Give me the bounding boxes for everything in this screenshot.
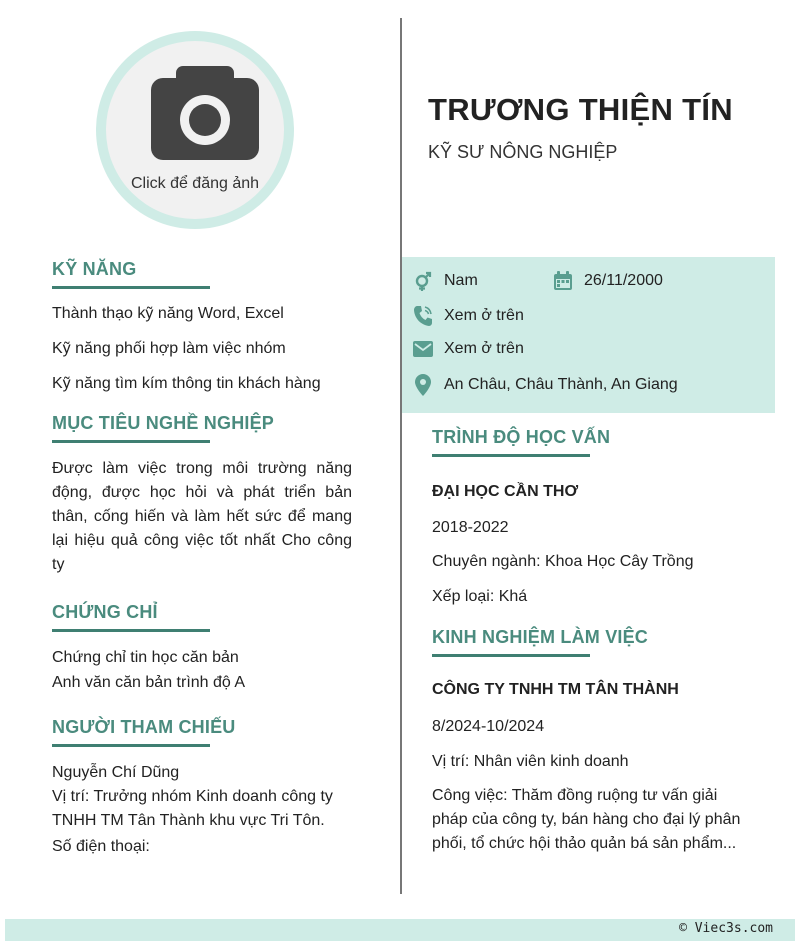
skills-underline (52, 286, 210, 289)
experience-duties: Công việc: Thăm đồng ruộng tư vấn giải pháp của công ty, bán hàng cho đại lý phân phối, tổ chức hội thảo quản bá sản phẩm... (432, 787, 741, 852)
reference-position: Vị trí: Trưởng nhóm Kinh doanh công ty TNHH TM Tân Thành khu vực Tri Tôn. (52, 788, 333, 829)
certificate-item: Chứng chỉ tin học căn bản (52, 649, 239, 666)
avatar-upload[interactable] (96, 31, 294, 229)
education-section (432, 427, 762, 457)
skill-item: Kỹ năng phối hợp làm việc nhóm (52, 340, 286, 357)
reference-phone: Số điện thoại: (52, 838, 150, 855)
experience-position: Vị trí: Nhân viên kinh doanh (432, 753, 629, 770)
candidate-name: TRƯƠNG THIỆN TÍN (428, 92, 733, 127)
calendar-icon (553, 271, 573, 291)
education-school: ĐẠI HỌC CẦN THƠ (432, 483, 579, 500)
phone-icon (413, 305, 433, 327)
footer-credit: © Viec3s.com (679, 921, 773, 936)
education-grade: Xếp loại: Khá (432, 588, 528, 605)
phone-value: Xem ở trên (444, 307, 524, 324)
certificate-item: Anh văn căn bản trình độ A (52, 674, 246, 691)
footer-bar (5, 919, 795, 941)
column-divider (400, 18, 402, 894)
references-title: NGƯỜI THAM CHIẾU (52, 717, 236, 737)
birthday-value: 26/11/2000 (584, 272, 663, 289)
objective-title: MỤC TIÊU NGHỀ NGHIỆP (52, 413, 275, 433)
contact-address (415, 374, 678, 396)
education-major: Chuyên ngành: Khoa Học Cây Trồng (432, 553, 694, 570)
reference-name: Nguyễn Chí Dũng (52, 764, 180, 781)
objective-underline (52, 440, 210, 443)
experience-company: CÔNG TY TNHH TM TÂN THÀNH (432, 681, 679, 698)
references-underline (52, 744, 210, 747)
experience-section (432, 627, 762, 657)
education-underline (432, 454, 590, 457)
contact-email[interactable] (413, 340, 524, 358)
address-value: An Châu, Châu Thành, An Giang (444, 376, 678, 393)
experience-title: KINH NGHIỆM LÀM VIỆC (432, 627, 649, 647)
avatar-inner[interactable] (106, 41, 284, 219)
gender-value: Nam (444, 272, 478, 289)
contact-gender (413, 271, 478, 291)
experience-period: 8/2024-10/2024 (432, 718, 545, 735)
skills-title: KỸ NĂNG (52, 259, 137, 279)
contact-birthday (553, 271, 663, 291)
experience-underline (432, 654, 590, 657)
objective-text: Được làm việc trong môi trường năng động, được học hỏi và phát triển bản thân, cống hiến và làm hết sức để mang lại hiệu quả công việc tốt nhất Cho công ty (52, 460, 352, 573)
certificates-underline (52, 629, 210, 632)
skill-item: Kỹ năng tìm kím thông tin khách hàng (52, 375, 321, 392)
avatar-caption: Click để đăng ảnh (130, 175, 260, 192)
references-section (52, 717, 352, 747)
contact-panel (402, 257, 775, 413)
education-title: TRÌNH ĐỘ HỌC VẤN (432, 427, 611, 447)
certificates-section (52, 602, 352, 632)
job-title: KỸ SƯ NÔNG NGHIỆP (428, 142, 618, 162)
email-value: Xem ở trên (444, 340, 524, 357)
camera-icon (151, 66, 259, 160)
education-years: 2018-2022 (432, 519, 509, 536)
skill-item: Thành thạo kỹ năng Word, Excel (52, 305, 284, 322)
skills-section (52, 259, 352, 289)
location-icon (415, 374, 431, 396)
contact-phone[interactable] (413, 305, 524, 327)
gender-icon (413, 271, 433, 291)
objective-section (52, 413, 352, 443)
certificates-title: CHỨNG CHỈ (52, 602, 158, 622)
email-icon (413, 341, 433, 357)
